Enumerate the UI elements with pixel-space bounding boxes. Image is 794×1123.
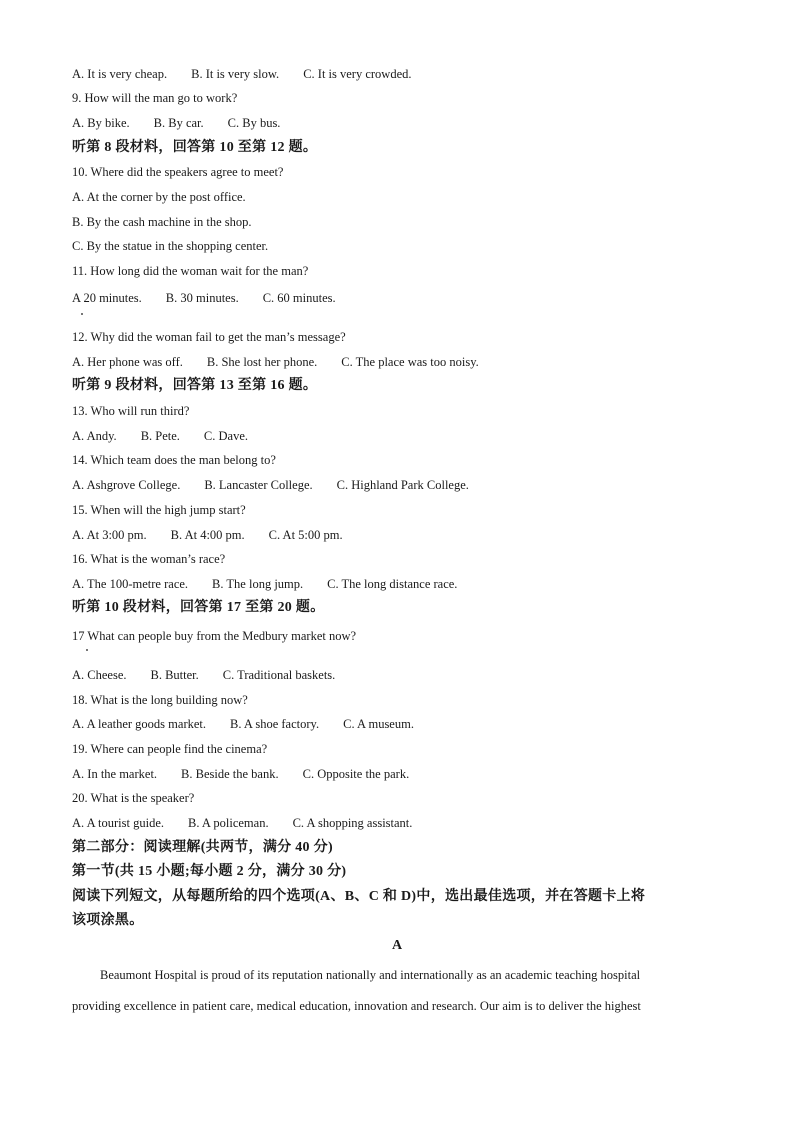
q14-options <box>72 477 469 493</box>
section-10-heading: 听第 10 段材料，回答第 17 至第 20 题。 <box>72 600 325 615</box>
q13-options <box>72 428 248 444</box>
section-9-heading: 听第 9 段材料，回答第 13 至第 16 题。 <box>72 378 318 393</box>
scan-dot <box>86 649 88 651</box>
q20-options <box>72 815 412 831</box>
option: C. Opposite the park. <box>302 767 410 781</box>
option: A. At 3:00 pm. <box>72 528 147 542</box>
question-12: 12. Why did the woman fail to get the man’s message? <box>72 330 346 344</box>
q18-options <box>72 716 414 732</box>
option: B. Pete. <box>140 429 180 443</box>
question-17: 17 What can people buy from the Medbury market now? <box>72 629 357 643</box>
scan-dot <box>81 313 83 315</box>
q10-option-c: C. By the statue in the shopping center. <box>72 239 269 253</box>
option: C. At 5:00 pm. <box>268 528 343 542</box>
question-15: 15. When will the high jump start? <box>72 503 246 517</box>
q15-options <box>72 527 343 543</box>
q11-options <box>72 290 336 306</box>
option: A. By bike. <box>72 116 130 130</box>
option: A 20 minutes. <box>72 291 142 305</box>
option: A. A tourist guide. <box>72 816 165 830</box>
section-8-heading: 听第 8 段材料，回答第 10 至第 12 题。 <box>72 140 318 155</box>
option: C. A shopping assistant. <box>292 816 413 830</box>
option: C. A museum. <box>343 717 414 731</box>
option: B. She lost her phone. <box>206 355 318 369</box>
option: B. A policeman. <box>188 816 269 830</box>
section-1-heading: 第一节(共 15 小题;每小题 2 分，满分 30 分) <box>72 864 347 879</box>
passage-line-2: providing excellence in patient care, medical education, innovation and research. Our aim is to deliver the highest <box>72 999 641 1013</box>
instruction-line-1: 阅读下列短文，从每题所给的四个选项(A、B、C 和 D)中，选出最佳选项，并在答题卡上将 <box>72 889 646 904</box>
option: C. Traditional baskets. <box>222 668 336 682</box>
q12-options <box>72 354 479 370</box>
q17-options <box>72 667 335 683</box>
option: B. Beside the bank. <box>181 767 279 781</box>
question-10: 10. Where did the speakers agree to meet? <box>72 165 284 179</box>
question-11: 11. How long did the woman wait for the man? <box>72 264 309 278</box>
option: B. The long jump. <box>212 577 304 591</box>
q16-options <box>72 576 457 592</box>
option: B. It is very slow. <box>191 67 280 81</box>
question-13: 13. Who will run third? <box>72 404 190 418</box>
passage-line-1: Beaumont Hospital is proud of its reputation nationally and internationally as an academic teaching hospital <box>100 968 641 982</box>
part-2-heading: 第二部分：阅读理解(共两节，满分 40 分) <box>72 840 333 855</box>
q10-option-b: B. By the cash machine in the shop. <box>72 215 252 229</box>
option: A. A leather goods market. <box>72 717 206 731</box>
option: B. By car. <box>153 116 204 130</box>
option: A. The 100-metre race. <box>72 577 189 591</box>
q10-option-a: A. At the corner by the post office. <box>72 190 246 204</box>
option: A. Ashgrove College. <box>72 478 181 492</box>
question-16: 16. What is the woman’s race? <box>72 552 226 566</box>
option: C. By bus. <box>227 116 281 130</box>
option: A. In the market. <box>72 767 158 781</box>
instruction-line-2: 该项涂黑。 <box>72 913 144 928</box>
option: B. Butter. <box>150 668 199 682</box>
question-20: 20. What is the speaker? <box>72 791 195 805</box>
question-14: 14. Which team does the man belong to? <box>72 453 276 467</box>
question-18: 18. What is the long building now? <box>72 693 248 707</box>
passage-title: A <box>391 938 403 953</box>
option: C. It is very crowded. <box>303 67 412 81</box>
option: A. It is very cheap. <box>72 67 168 81</box>
option: B. Lancaster College. <box>204 478 313 492</box>
q9-options <box>72 115 280 131</box>
question-19: 19. Where can people find the cinema? <box>72 742 268 756</box>
option: C. 60 minutes. <box>262 291 336 305</box>
option: A. Her phone was off. <box>72 355 183 369</box>
option: A. Andy. <box>72 429 117 443</box>
option: B. A shoe factory. <box>230 717 320 731</box>
question-9: 9. How will the man go to work? <box>72 91 238 105</box>
q8-options <box>72 66 412 82</box>
option: C. The place was too noisy. <box>341 355 479 369</box>
option: C. Highland Park College. <box>336 478 469 492</box>
option: B. 30 minutes. <box>165 291 239 305</box>
option: A. Cheese. <box>72 668 127 682</box>
option: C. The long distance race. <box>327 577 458 591</box>
option: B. At 4:00 pm. <box>170 528 245 542</box>
option: C. Dave. <box>203 429 249 443</box>
q19-options <box>72 766 409 782</box>
